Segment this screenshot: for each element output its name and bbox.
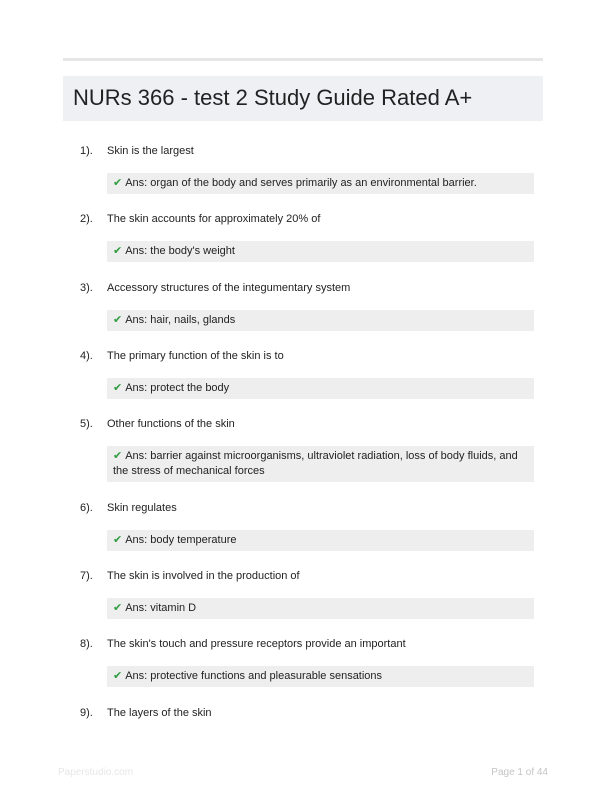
answer-box [107,241,534,262]
question-number: 9). [80,707,93,719]
question-text: The skin accounts for approximately 20% of [107,213,321,225]
check-icon: ✔ [113,245,123,257]
question-text: The skin is involved in the production of [107,570,300,582]
question-number: 4). [80,350,93,362]
answer-text: Ans: barrier against microorganisms, ultraviolet radiation, loss of body fluids, and the stress of mechanical forces [113,450,518,477]
question-5 [80,418,540,482]
check-icon: ✔ [113,602,123,614]
question-text: Other functions of the skin [107,418,235,430]
answer-text: Ans: organ of the body and serves primarily as an environmental barrier. [125,177,477,189]
question-4 [80,350,540,399]
answer-text: Ans: vitamin D [125,602,197,614]
footer-watermark: Paperstudio.com [58,767,134,778]
check-icon: ✔ [113,177,123,189]
answer-box [107,598,534,619]
answer-text: Ans: body temperature [125,534,237,546]
question-number: 5). [80,418,93,430]
question-1 [80,145,540,194]
question-text: Skin regulates [107,502,177,514]
check-icon: ✔ [113,450,123,462]
check-icon: ✔ [113,670,123,682]
question-text: Skin is the largest [107,145,194,157]
answer-text: Ans: protective functions and pleasurable sensations [125,670,383,682]
check-icon: ✔ [113,534,123,546]
question-8 [80,638,540,687]
answer-box [107,310,534,331]
answer-box [107,378,534,399]
question-number: 1). [80,145,93,157]
question-number: 8). [80,638,93,650]
top-divider [63,58,543,61]
page-number: Page 1 of 44 [491,767,548,778]
answer-box [107,446,534,482]
answer-text: Ans: protect the body [125,382,230,394]
question-7 [80,570,540,619]
question-text: The layers of the skin [107,707,212,719]
question-6 [80,502,540,551]
title-banner [63,76,543,121]
question-number: 7). [80,570,93,582]
question-text: Accessory structures of the integumentary system [107,282,351,294]
question-9 [80,707,540,723]
answer-box [107,666,534,687]
question-text: The primary function of the skin is to [107,350,284,362]
answer-text: Ans: hair, nails, glands [125,314,236,326]
question-3 [80,282,540,331]
answer-box [107,530,534,551]
question-number: 6). [80,502,93,514]
document-title: NURs 366 - test 2 Study Guide Rated A+ [73,85,473,110]
question-number: 3). [80,282,93,294]
answer-box [107,173,534,194]
answer-text: Ans: the body's weight [125,245,235,257]
question-number: 2). [80,213,93,225]
question-2 [80,213,540,262]
check-icon: ✔ [113,382,123,394]
question-text: The skin's touch and pressure receptors provide an important [107,638,406,650]
check-icon: ✔ [113,314,123,326]
